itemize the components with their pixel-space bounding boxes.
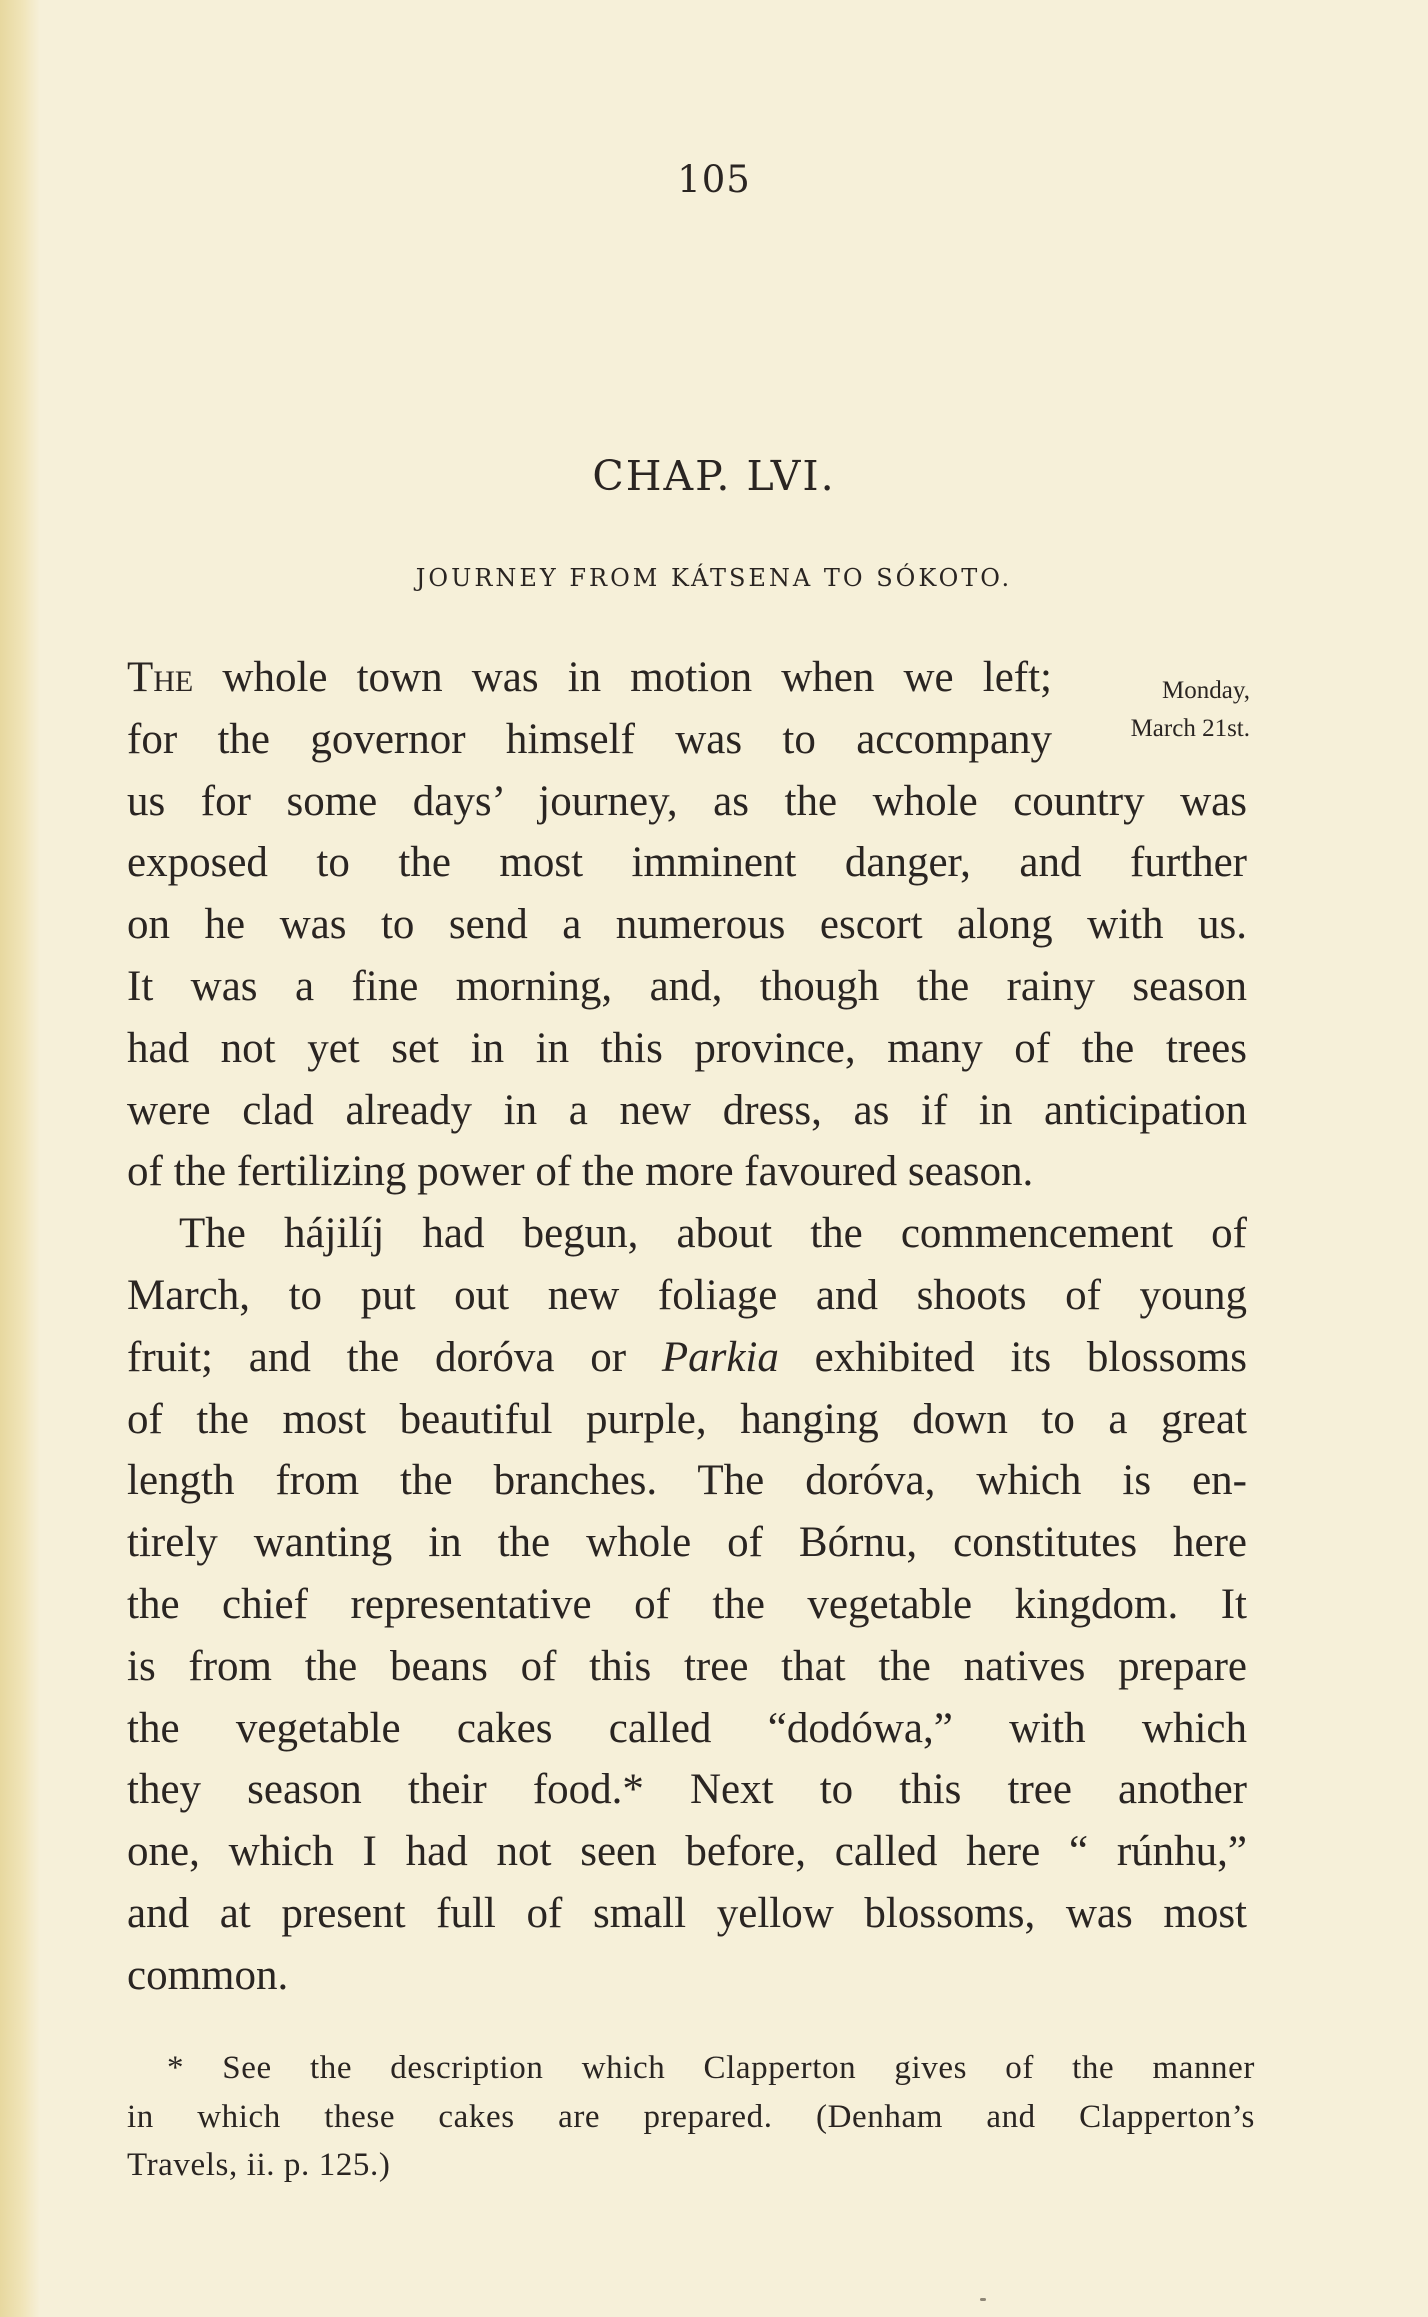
footnote-line: Travels, ii. p. 125.) [127, 2147, 391, 2183]
body-line [127, 1327, 1247, 1389]
body-text [127, 647, 1247, 2007]
footnote-line: in which these cakes are prepared. (Denham and Clapperton’s [127, 2098, 1255, 2135]
body-line: March, to put out new foliage and shoots of young [127, 1271, 1247, 1319]
body-line: the vegetable cakes called “dodówa,” with which [127, 1704, 1247, 1752]
body-line: us for some days’ journey, as the whole country was [127, 777, 1247, 825]
body-line: It was a fine morning, and, though the rainy season [127, 962, 1247, 1010]
body-line: The hájilíj had begun, about the commencement of [179, 1210, 1247, 1258]
body-line-text: fruit; and the doróva or [127, 1333, 662, 1381]
body-line: length from the branches. The doróva, which is en- [127, 1457, 1247, 1505]
footnote [127, 2044, 1255, 2190]
body-line: they season their food.* Next to this tree another [127, 1766, 1247, 1814]
body-line: of the fertilizing power of the more favoured season. [127, 1148, 1034, 1196]
italic-term: Parkia [661, 1333, 779, 1381]
body-line: on he was to send a numerous escort along with us. [127, 901, 1247, 949]
footnote-line: * See the description which Clapperton gives of the manner [167, 2050, 1255, 2086]
body-line: the chief representative of the vegetable kingdom. It [127, 1580, 1247, 1628]
body-line: one, which I had not seen before, called here “ rúnhu,” [127, 1828, 1247, 1876]
sidenote-date: March 21st. [1130, 715, 1250, 742]
body-line: had not yet set in in this province, many of the trees [127, 1024, 1247, 1072]
chapter-subtitle: JOURNEY FROM KÁTSENA TO SÓKOTO. [415, 564, 1013, 592]
sidenote-day: Monday, [1162, 677, 1250, 704]
body-line: is from the beans of this tree that the natives prepare [127, 1642, 1247, 1690]
body-line-text: exhibited its blossoms [778, 1333, 1248, 1381]
body-line-text: whole town was in motion when we left; [193, 654, 1052, 701]
ink-speck [980, 2298, 986, 2301]
body-line: of the most beautiful purple, hanging down to a great [127, 1395, 1247, 1443]
body-line: exposed to the most imminent danger, and further [127, 839, 1247, 887]
chapter-title: CHAP. LVI. [592, 452, 836, 500]
page-number: 105 [677, 158, 751, 201]
body-line: and at present full of small yellow blossoms, was most [127, 1889, 1247, 1937]
body-line: tirely wanting in the whole of Bórnu, constitutes here [127, 1519, 1247, 1567]
body-line [127, 647, 1052, 709]
drop-word: The [127, 654, 194, 701]
body-line: were clad already in a new dress, as if in anticipation [127, 1086, 1247, 1134]
body-line: common. [127, 1951, 289, 1999]
body-line: for the governor himself was to accompany [127, 715, 1052, 763]
